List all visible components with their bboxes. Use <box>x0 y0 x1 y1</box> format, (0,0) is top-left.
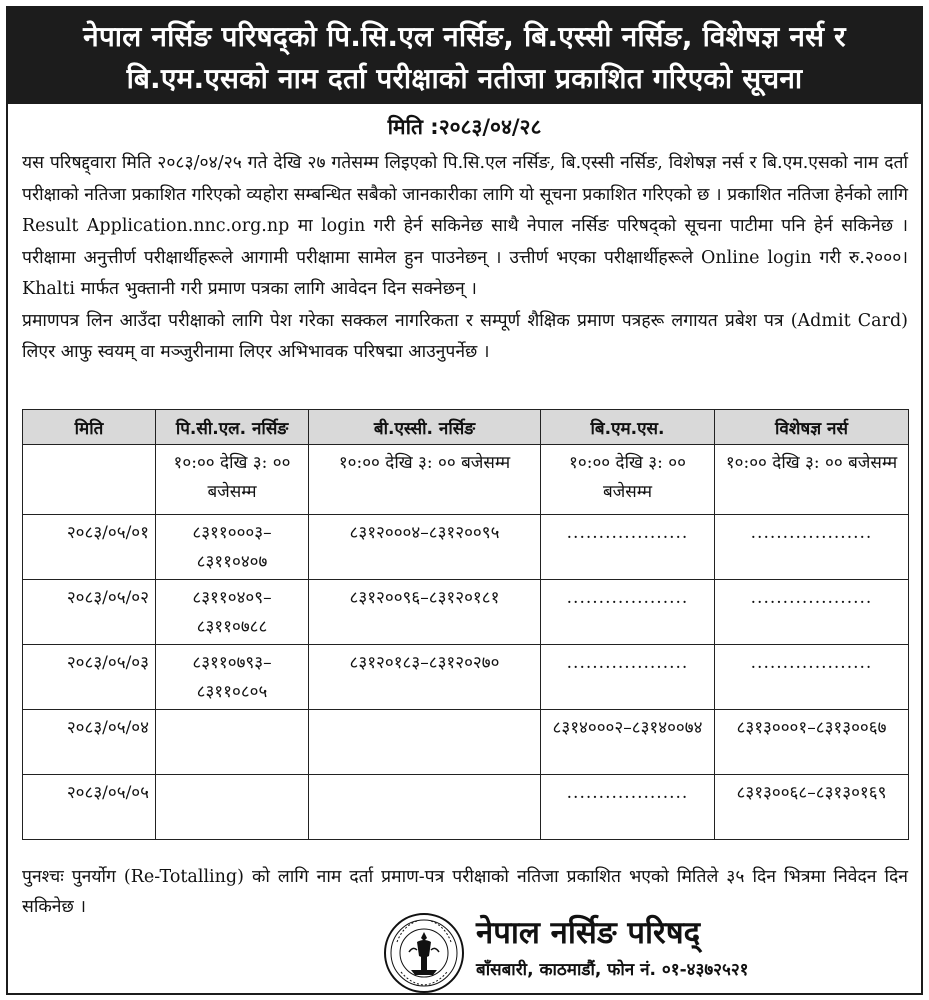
table-cell-specialist: ८३१३००६८–८३१३०१६९ <box>715 775 909 840</box>
table-header-row <box>23 410 909 445</box>
table-cell-bms: ८३१४०००२–८३१४००७४ <box>541 710 715 775</box>
table-row <box>23 515 909 580</box>
table-cell-date: २०८३/०५/०४ <box>23 710 156 775</box>
table-row <box>23 645 909 710</box>
table-cell-date <box>23 445 156 515</box>
table-cell-date: २०८३/०५/०५ <box>23 775 156 840</box>
column-header-date: मिति <box>23 410 156 445</box>
postscript-note: पुनश्चः पुनर्योग (Re-Totalling) को लागि नाम दर्ता प्रमाण-पत्र परीक्षाको नतिजा प्रकाशित भएको मितिले ३५ दिन भित्रमा निवेदन दिन सकिनेछ । <box>22 867 908 917</box>
table-cell-specialist: ................... <box>715 515 909 580</box>
notice-title-line-2: बि.एम.एसको नाम दर्ता परीक्षाको नतीजा प्रकाशित गरिएको सूचना <box>126 62 803 95</box>
table-cell-bms-time: १०:०० देखि ३: ०० बजेसम्म <box>541 445 715 515</box>
table-cell-bms: ................... <box>541 775 715 840</box>
table-cell-bsc <box>309 710 541 775</box>
table-row <box>23 710 909 775</box>
council-address-phone: बाँसबारी, काठमाडौं, फोन नं. ०१-४३७२५२१ <box>476 960 749 980</box>
column-header-specialist-nurse: विशेषज्ञ नर्स <box>715 410 909 445</box>
table-cell-bsc-time: १०:०० देखि ३: ०० बजेसम्म <box>309 445 541 515</box>
council-name: नेपाल नर्सिङ परिषद् <box>476 915 701 951</box>
notice-paragraph-2: प्रमाणपत्र लिन आउँदा परीक्षाको लागि पेश गरेका सक्कल नागरिकता र सम्पूर्ण शैक्षिक प्रमाण पत्रहरू लगायत प्रबेश पत्र (Admit Card) लिएर आफु स्वयम् वा मञ्जुरीनामा लिएर अभिभावक परिषद्मा आउनुपर्नेछ । <box>22 310 908 362</box>
table-cell-pcl: ८३११०४०९–८३११०७८८ <box>156 580 309 645</box>
table-cell-bsc <box>309 775 541 840</box>
table-row-time <box>23 445 909 515</box>
notice-body <box>22 148 908 369</box>
table-cell-specialist: ................... <box>715 645 909 710</box>
table-row <box>23 775 909 840</box>
table-cell-pcl <box>156 710 309 775</box>
table-cell-pcl: ८३११०००३–८३११०४०७ <box>156 515 309 580</box>
table-cell-date: २०८३/०५/०३ <box>23 645 156 710</box>
table-cell-date: २०८३/०५/०२ <box>23 580 156 645</box>
table-cell-bsc: ८३१२००९६–८३१२०१८१ <box>309 580 541 645</box>
table-cell-specialist-time: १०:०० देखि ३: ०० बजेसम्म <box>715 445 909 515</box>
table-cell-bms: ................... <box>541 580 715 645</box>
column-header-bsc-nursing: बी.एस्सी. नर्सिङ <box>309 410 541 445</box>
table-cell-pcl: ८३११०७९३–८३११०८०५ <box>156 645 309 710</box>
notice-date: मिति :२०८३/०४/२८ <box>387 115 542 139</box>
column-header-pcl-nursing: पि.सी.एल. नर्सिङ <box>156 410 309 445</box>
table-cell-date: २०८३/०५/०१ <box>23 515 156 580</box>
table-row <box>23 580 909 645</box>
table-cell-pcl-time: १०:०० देखि ३: ०० बजेसम्म <box>156 445 309 515</box>
table-cell-bms: ................... <box>541 515 715 580</box>
table-cell-bsc: ८३१२०००४–८३१२००९५ <box>309 515 541 580</box>
exam-schedule-table <box>22 409 909 840</box>
table-cell-specialist: ................... <box>715 580 909 645</box>
table-cell-bsc: ८३१२०१८३–८३१२०२७० <box>309 645 541 710</box>
column-header-bms: बि.एम.एस. <box>541 410 715 445</box>
table-cell-specialist: ८३१३०००१–८३१३००६७ <box>715 710 909 775</box>
notice-paragraph-1: यस परिषद्द्वारा मिति २०८३/०४/२५ गते देखि २७ गतेसम्म लिइएको पि.सि.एल नर्सिङ, बि.एस्सी नर्सिङ, विशेषज्ञ नर्स र बि.एम.एसको नाम दर्ता परीक्षाको नतिजा प्रकाशित गरिएको व्यहोरा सम्बन्धित सबैको जानकारीका लागि यो सूचना प्रकाशित गरिएको छ । प्रकाशित नतिजा हेर्नको लागि Result Application.nnc.org.np मा login गरी हेर्न सकिनेछ साथै नेपाल नर्सिङ परिषद्को सूचना पाटीमा पनि हेर्न सकिनेछ । परीक्षामा अनुत्तीर्ण परीक्षार्थीहरूले आगामी परीक्षामा सामेल हुन पाउनेछन् । उत्तीर्ण भएका परीक्षार्थीहरूले Online login गरी रु.२०००। Khalti मार्फत भुक्तानी गरी प्रमाण पत्रका लागि आवेदन दिन सक्नेछन् । <box>22 153 908 299</box>
council-seal-icon <box>383 912 465 994</box>
table-cell-pcl <box>156 775 309 840</box>
notice-title-line-1: नेपाल नर्सिङ परिषद्को पि.सि.एल नर्सिङ, बि.एस्सी नर्सिङ, विशेषज्ञ नर्स र <box>83 20 846 53</box>
notice-title-banner <box>6 6 923 104</box>
table-cell-bms: ................... <box>541 645 715 710</box>
